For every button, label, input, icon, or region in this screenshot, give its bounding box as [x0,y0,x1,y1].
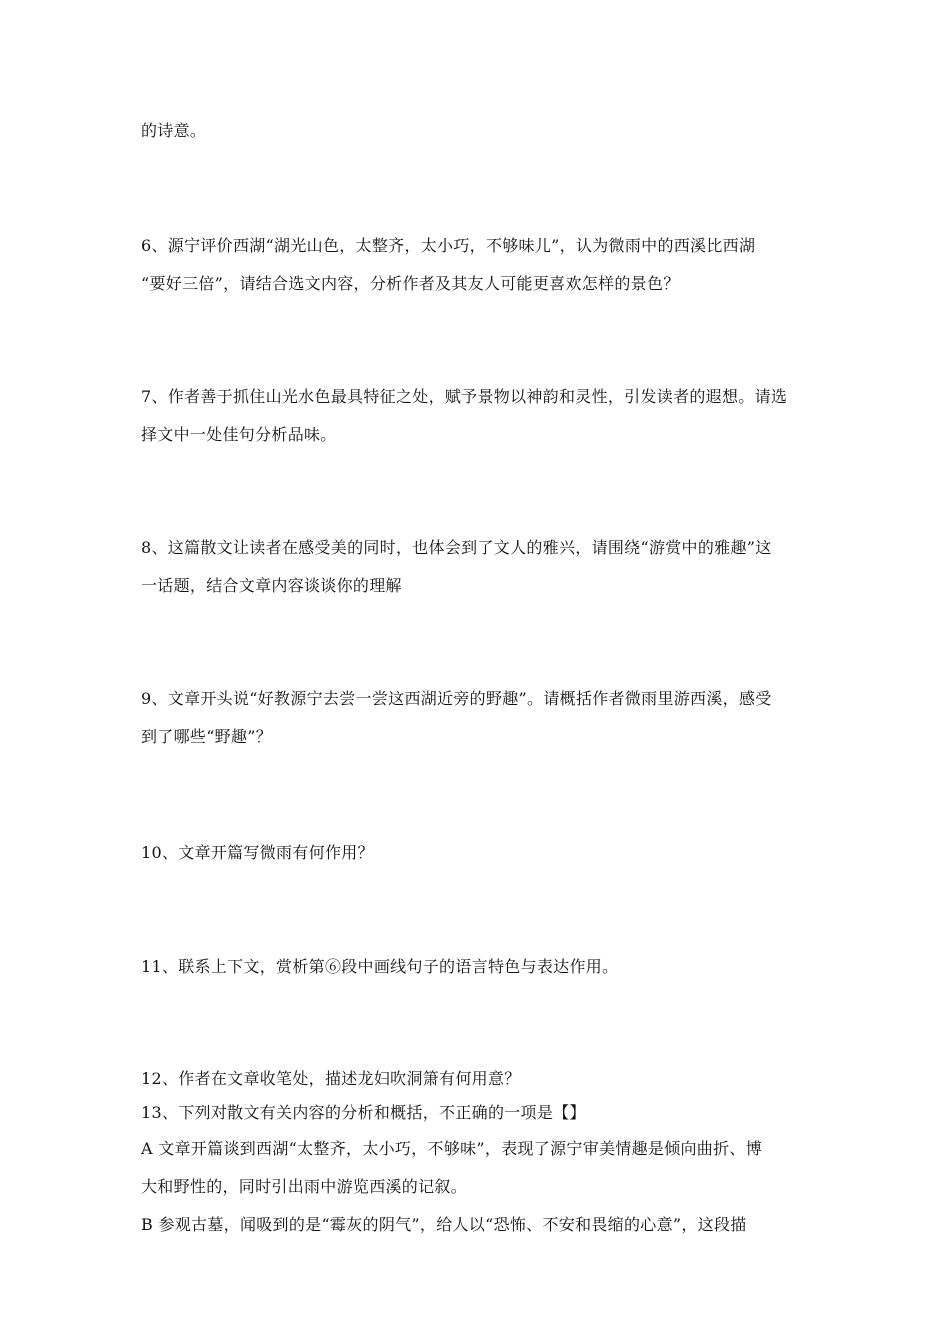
question-11: 11、联系上下文，赏析第⑥段中画线句子的语言特色与表达作用。 [141,957,619,976]
question-7-line-1: 7、作者善于抓住山光水色最具特征之处，赋予景物以神韵和灵性，引发读者的遐想。请选 [141,387,788,406]
question-8-line-1: 8、这篇散文让读者在感受美的同时，也体会到了文人的雅兴，请围绕“游赏中的雅趣”这 [141,538,772,557]
question-10: 10、文章开篇写微雨有何作用？ [141,843,374,862]
option-a-line-1: A 文章开篇谈到西湖“太整齐，太小巧，不够味”，表现了源宁审美情趣是倾向曲折、博 [141,1139,763,1158]
question-8-line-2: 一话题，结合文章内容谈谈你的理解 [141,576,402,595]
option-a-line-2: 大和野性的，同时引出雨中游览西溪的记叙。 [141,1177,468,1196]
question-12: 12、作者在文章收笔处，描述龙妇吹洞箫有何用意？ [141,1069,521,1088]
question-9-line-1: 9、文章开头说“好教源宁去尝一尝这西湖近旁的野趣”。请概括作者微雨里游西溪，感受 [141,689,772,708]
text-line-continuation: 的诗意。 [141,121,207,140]
question-6-line-1: 6、源宁评价西湖“湖光山色，太整齐，太小巧，不够味儿”，认为微雨中的西溪比西湖 [141,236,756,255]
question-13: 13、下列对散文有关内容的分析和概括，不正确的一项是【】 [141,1103,586,1122]
option-b-line-1: B 参观古墓，闻吸到的是“霉灰的阴气”，给人以“恐怖、不安和畏缩的心意”，这段描 [141,1215,747,1234]
question-6-line-2: “要好三倍”，请结合选文内容，分析作者及其友人可能更喜欢怎样的景色？ [141,274,680,293]
question-9-line-2: 到了哪些“野趣”？ [141,727,273,746]
question-7-line-2: 择文中一处佳句分析品味。 [141,425,337,444]
